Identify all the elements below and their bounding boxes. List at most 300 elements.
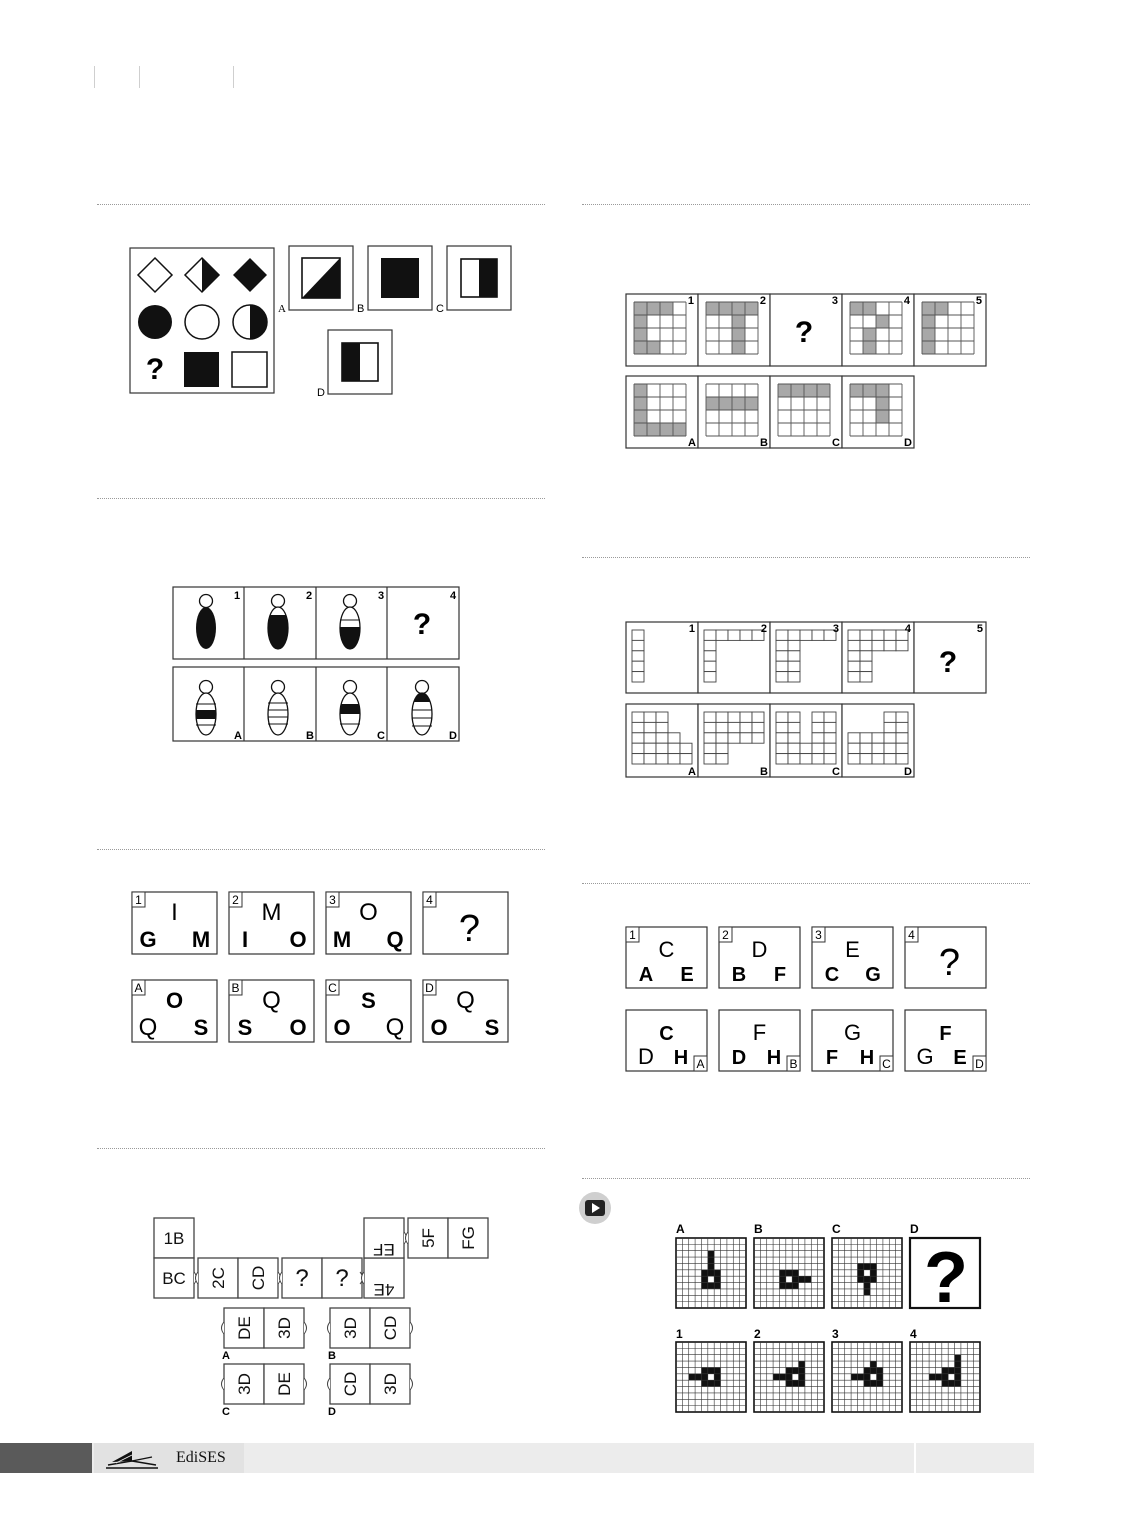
grid-cell	[884, 754, 896, 764]
right-letter: H	[766, 1047, 782, 1069]
grid-cell	[860, 754, 872, 764]
question-mark: ?	[145, 353, 165, 386]
svg-text:DE: DE	[235, 1316, 254, 1340]
shaded-cell	[732, 341, 745, 354]
grid-cell	[632, 630, 644, 640]
left-letter: M	[332, 927, 352, 952]
filled-pixel	[955, 1367, 961, 1373]
pixel-grid	[832, 1238, 902, 1308]
question-mark: ?	[412, 608, 432, 641]
filled-pixel	[708, 1263, 714, 1269]
grid-cell	[788, 630, 800, 640]
filled-pixel	[864, 1283, 870, 1289]
option-label: D	[975, 1057, 984, 1071]
option-label: B	[789, 1057, 798, 1071]
grid-cell	[860, 630, 872, 640]
svg-text:A: A	[278, 303, 286, 315]
svg-text:C: C	[222, 1406, 230, 1418]
svg-text:CD: CD	[381, 1315, 400, 1341]
grid-cell	[632, 712, 644, 722]
grid-cell	[632, 651, 644, 661]
grid-cell	[872, 754, 884, 764]
grid-label: A	[676, 1222, 685, 1236]
filled-pixel	[864, 1367, 870, 1373]
filled-pixel	[799, 1367, 805, 1373]
left-letter: B	[731, 964, 747, 986]
svg-text:4: 4	[449, 590, 457, 602]
grid-cell	[776, 630, 788, 640]
filled-pixel	[935, 1374, 941, 1380]
grid-cell	[656, 722, 668, 732]
filled-pixel	[870, 1276, 876, 1282]
svg-text:3D: 3D	[381, 1373, 400, 1395]
svg-text:B: B	[306, 730, 314, 742]
svg-text:C: C	[377, 730, 385, 742]
grid-cell	[788, 743, 800, 753]
top-letter: S	[361, 988, 376, 1013]
grid-cell	[752, 722, 764, 732]
svg-text:A: A	[222, 1350, 230, 1362]
play-icon	[578, 1191, 612, 1225]
grid-cell	[752, 733, 764, 743]
grid-cell	[800, 630, 812, 640]
filled-pixel	[799, 1276, 805, 1282]
grid-cell	[800, 743, 812, 753]
filled-pixel	[864, 1276, 870, 1282]
top-letter: F	[752, 1020, 767, 1045]
separator	[97, 1148, 545, 1149]
grid-cell	[728, 722, 740, 732]
grid-cell	[704, 712, 716, 722]
left-letter: Q	[138, 1014, 158, 1041]
filled-pixel	[786, 1270, 792, 1276]
filled-pixel	[714, 1367, 720, 1373]
shaded-cell	[732, 328, 745, 341]
pixel-grid	[676, 1342, 746, 1412]
grid-cell	[632, 733, 644, 743]
panel-number: 3	[832, 623, 839, 635]
shaded-cell	[876, 410, 889, 423]
svg-text:1: 1	[233, 590, 241, 602]
right-letter: E	[680, 964, 694, 986]
filled-pixel	[779, 1270, 785, 1276]
grid-cell	[848, 733, 860, 743]
q4-figure	[620, 618, 990, 784]
svg-text:FG: FG	[459, 1226, 478, 1250]
grid-cell	[860, 743, 872, 753]
grid-cell	[788, 733, 800, 743]
shaded-cell	[673, 423, 686, 436]
right-letter: S	[193, 1015, 209, 1040]
svg-text:D: D	[449, 730, 457, 742]
filled-pixel	[864, 1263, 870, 1269]
question-mark: ?	[924, 1238, 968, 1318]
svg-text:3D: 3D	[275, 1317, 294, 1339]
q1-figure	[120, 236, 530, 402]
svg-text:3D: 3D	[235, 1373, 254, 1395]
separator	[97, 498, 545, 499]
option-label: A	[688, 437, 696, 449]
svg-text:2C: 2C	[209, 1267, 228, 1289]
grid-cell	[848, 651, 860, 661]
right-letter: G	[865, 964, 881, 986]
filled-pixel	[792, 1270, 798, 1276]
grid-cell	[728, 712, 740, 722]
svg-text:B: B	[328, 1350, 336, 1362]
grid-cell	[752, 712, 764, 722]
right-letter: Q	[385, 1014, 405, 1041]
grid-cell	[884, 712, 896, 722]
filled-pixel	[799, 1374, 805, 1380]
shaded-cell	[745, 302, 758, 315]
svg-text:?: ?	[295, 1265, 309, 1292]
right-letter: E	[953, 1047, 967, 1069]
filled-pixel	[701, 1374, 707, 1380]
shaded-cell	[732, 302, 745, 315]
panel-number: 2	[722, 928, 729, 942]
left-letter: F	[825, 1047, 839, 1069]
grid-cell	[704, 672, 716, 682]
grid-cell	[656, 712, 668, 722]
footer-divider	[914, 1443, 916, 1473]
grid-cell	[884, 733, 896, 743]
grid-cell	[896, 712, 908, 722]
grid-cell	[884, 640, 896, 650]
shaded-cell	[634, 423, 647, 436]
option-label: A	[696, 1057, 705, 1071]
shaded-cell	[922, 302, 935, 315]
grid-cell	[788, 651, 800, 661]
filled-pixel	[942, 1367, 948, 1373]
filled-pixel	[857, 1263, 863, 1269]
shaded-cell	[922, 315, 935, 328]
q8-figure	[670, 1220, 990, 1420]
grid-cell	[896, 754, 908, 764]
grid-cell	[740, 630, 752, 640]
question-mark: ?	[938, 942, 961, 984]
filled-pixel	[955, 1355, 961, 1361]
grid-cell	[824, 733, 836, 743]
shaded-cell	[922, 328, 935, 341]
grid-cell	[680, 743, 692, 753]
filled-pixel	[864, 1289, 870, 1295]
svg-text:C: C	[436, 303, 444, 315]
grid-cell	[656, 743, 668, 753]
panel-number: 2	[232, 893, 239, 907]
grid-cell	[896, 743, 908, 753]
left-letter: S	[237, 1015, 253, 1040]
filled-pixel	[877, 1367, 883, 1373]
grid-cell	[812, 743, 824, 753]
header-mark	[94, 66, 95, 88]
question-mark: ?	[938, 646, 958, 679]
option-label: A	[134, 981, 143, 995]
shaded-cell	[634, 410, 647, 423]
right-letter: H	[859, 1047, 875, 1069]
option-label: B	[760, 766, 768, 778]
option-label: A	[688, 766, 696, 778]
filled-pixel	[701, 1270, 707, 1276]
filled-pixel	[708, 1257, 714, 1263]
grid-cell	[872, 743, 884, 753]
svg-text:D: D	[317, 387, 325, 399]
grid-cell	[644, 743, 656, 753]
grid-cell	[728, 733, 740, 743]
footer-bar	[0, 1443, 1034, 1473]
grid-cell	[860, 651, 872, 661]
shaded-cell	[804, 384, 817, 397]
filled-pixel	[708, 1283, 714, 1289]
separator	[97, 204, 545, 205]
grid-cell	[704, 651, 716, 661]
grid-cell	[668, 743, 680, 753]
grid-cell	[860, 640, 872, 650]
filled-pixel	[929, 1374, 935, 1380]
filled-pixel	[870, 1361, 876, 1367]
grid-cell	[644, 722, 656, 732]
svg-text:?: ?	[335, 1265, 349, 1292]
grid-cell	[848, 743, 860, 753]
grid-cell	[848, 672, 860, 682]
panel-number: 2	[759, 295, 766, 307]
grid-cell	[812, 733, 824, 743]
panel-number: 5	[975, 295, 982, 307]
shaded-cell	[935, 302, 948, 315]
svg-text:1B: 1B	[163, 1229, 185, 1248]
grid-cell	[632, 743, 644, 753]
footer-brand: EdiSES	[176, 1449, 226, 1466]
shaded-cell	[647, 423, 660, 436]
option-label: D	[904, 766, 912, 778]
grid-cell	[848, 661, 860, 671]
filled-pixel	[948, 1380, 954, 1386]
shaded-cell	[634, 328, 647, 341]
q3-figure	[168, 582, 468, 748]
top-letter: F	[939, 1023, 952, 1045]
grid-cell	[716, 743, 728, 753]
panel-number: 3	[815, 928, 822, 942]
grid-cell	[872, 640, 884, 650]
filled-pixel	[955, 1374, 961, 1380]
q6-figure	[620, 922, 990, 1078]
grid-cell	[860, 661, 872, 671]
grid-cell	[884, 743, 896, 753]
top-letter: G	[843, 1020, 862, 1045]
grid-cell	[776, 712, 788, 722]
separator	[582, 883, 1030, 884]
filled-pixel	[708, 1367, 714, 1373]
grid-cell	[872, 733, 884, 743]
panel-number: 1	[135, 893, 142, 907]
grid-cell	[788, 722, 800, 732]
grid-cell	[884, 630, 896, 640]
grid-cell	[848, 630, 860, 640]
filled-pixel	[955, 1361, 961, 1367]
left-letter: G	[916, 1044, 934, 1069]
shaded-cell	[876, 384, 889, 397]
filled-pixel	[955, 1380, 961, 1386]
filled-pixel	[792, 1276, 798, 1282]
top-letter: I	[171, 899, 178, 926]
grid-label: 2	[754, 1327, 761, 1341]
panel-number: 3	[831, 295, 838, 307]
shaded-cell	[634, 384, 647, 397]
grid-cell	[824, 712, 836, 722]
filled-pixel	[877, 1374, 883, 1380]
filled-pixel	[708, 1251, 714, 1257]
grid-cell	[896, 640, 908, 650]
grid-cell	[740, 712, 752, 722]
shaded-cell	[660, 302, 673, 315]
shaded-cell	[817, 384, 830, 397]
shaded-cell	[850, 302, 863, 315]
grid-cell	[812, 630, 824, 640]
grid-cell	[788, 712, 800, 722]
option-label: C	[832, 437, 840, 449]
grid-label: C	[832, 1222, 841, 1236]
option-label: B	[760, 437, 768, 449]
filled-pixel	[773, 1374, 779, 1380]
grid-cell	[632, 640, 644, 650]
grid-label: 1	[676, 1327, 683, 1341]
filled-pixel	[786, 1374, 792, 1380]
shaded-cell	[745, 397, 758, 410]
shaded-cell	[863, 328, 876, 341]
shaded-cell	[634, 341, 647, 354]
header-mark	[139, 66, 140, 88]
grid-cell	[812, 722, 824, 732]
svg-text:3D: 3D	[341, 1317, 360, 1339]
grid-cell	[704, 661, 716, 671]
grid-cell	[896, 722, 908, 732]
left-letter: D	[638, 1044, 654, 1069]
svg-text:4E: 4E	[373, 1280, 395, 1299]
grid-label: 3	[832, 1327, 839, 1341]
panel-number: 1	[629, 928, 636, 942]
left-letter: O	[333, 1015, 351, 1040]
filled-pixel	[701, 1276, 707, 1282]
filled-pixel	[864, 1374, 870, 1380]
filled-pixel	[792, 1283, 798, 1289]
svg-text:CD: CD	[341, 1371, 360, 1397]
filled-pixel	[864, 1380, 870, 1386]
grid-cell	[704, 640, 716, 650]
grid-cell	[776, 661, 788, 671]
filled-pixel	[870, 1263, 876, 1269]
filled-pixel	[870, 1380, 876, 1386]
svg-text:D: D	[328, 1406, 336, 1418]
grid-cell	[656, 733, 668, 743]
grid-cell	[812, 712, 824, 722]
grid-cell	[740, 722, 752, 732]
grid-cell	[776, 733, 788, 743]
grid-cell	[644, 733, 656, 743]
panel-number: 5	[976, 623, 983, 635]
grid-cell	[704, 722, 716, 732]
grid-label: 4	[910, 1327, 917, 1341]
grid-cell	[704, 743, 716, 753]
separator	[582, 204, 1030, 205]
filled-pixel	[779, 1374, 785, 1380]
filled-pixel	[701, 1283, 707, 1289]
top-letter: C	[658, 937, 675, 962]
option-label: C	[328, 981, 337, 995]
book-logo-icon	[102, 1443, 162, 1473]
filled-pixel	[799, 1361, 805, 1367]
grid-cell	[824, 743, 836, 753]
grid-cell	[716, 754, 728, 764]
panel-number: 4	[904, 623, 911, 635]
svg-text:BC: BC	[162, 1269, 186, 1288]
shaded-cell	[732, 397, 745, 410]
grid-cell	[860, 733, 872, 743]
shaded-cell	[732, 315, 745, 328]
grid-cell	[632, 672, 644, 682]
left-letter: G	[139, 927, 157, 952]
right-letter: Q	[386, 927, 404, 952]
grid-cell	[632, 661, 644, 671]
panel-number: 3	[329, 893, 336, 907]
question-mark: ?	[794, 316, 814, 349]
filled-pixel	[877, 1380, 883, 1386]
grid-cell	[704, 754, 716, 764]
shaded-cell	[634, 315, 647, 328]
shaded-cell	[706, 397, 719, 410]
svg-text:A: A	[234, 730, 242, 742]
filled-pixel	[851, 1374, 857, 1380]
right-letter: O	[289, 1015, 307, 1040]
grid-cell	[680, 754, 692, 764]
top-letter: M	[261, 899, 282, 926]
grid-label: B	[754, 1222, 763, 1236]
grid-cell	[776, 722, 788, 732]
shaded-cell	[706, 302, 719, 315]
filled-pixel	[792, 1367, 798, 1373]
filled-pixel	[857, 1374, 863, 1380]
filled-pixel	[792, 1380, 798, 1386]
grid-cell	[776, 640, 788, 650]
option-label: D	[904, 437, 912, 449]
filled-pixel	[779, 1283, 785, 1289]
filled-pixel	[805, 1276, 811, 1282]
option-label: C	[882, 1057, 891, 1071]
filled-pixel	[870, 1367, 876, 1373]
shaded-cell	[922, 341, 935, 354]
grid-cell	[740, 733, 752, 743]
grid-cell	[644, 754, 656, 764]
panel-number: 1	[688, 623, 695, 635]
left-letter: D	[731, 1047, 747, 1069]
filled-pixel	[714, 1276, 720, 1282]
svg-text:CD: CD	[249, 1265, 268, 1291]
grid-cell	[632, 722, 644, 732]
top-letter: C	[659, 1023, 674, 1045]
shaded-cell	[876, 397, 889, 410]
svg-text:EF: EF	[373, 1240, 395, 1259]
shaded-cell	[876, 315, 889, 328]
filled-pixel	[799, 1380, 805, 1386]
svg-text:DE: DE	[275, 1372, 294, 1396]
grid-cell	[788, 754, 800, 764]
option-label: D	[425, 981, 434, 995]
grid-cell	[896, 733, 908, 743]
shaded-cell	[719, 397, 732, 410]
filled-pixel	[708, 1380, 714, 1386]
filled-pixel	[786, 1283, 792, 1289]
grid-cell	[788, 672, 800, 682]
filled-pixel	[695, 1374, 701, 1380]
separator	[582, 557, 1030, 558]
